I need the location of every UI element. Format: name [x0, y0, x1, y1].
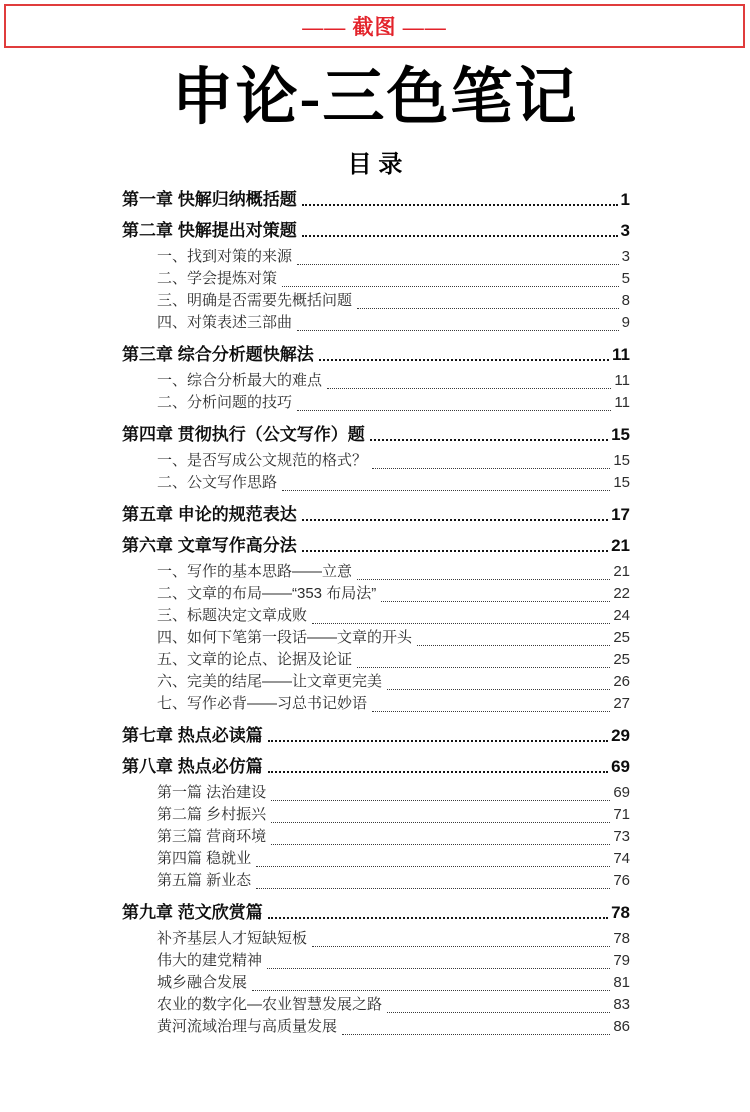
- toc-entry-page: 86: [613, 1018, 630, 1036]
- toc-entry-page: 1: [620, 190, 630, 210]
- toc-entry-page: 79: [613, 952, 630, 970]
- toc-entry-sub: [122, 994, 630, 1016]
- toc-entry-text: 伟大的建党精神: [157, 952, 263, 970]
- toc-entry-text: 二、文章的布局——“353 布局法”: [157, 585, 377, 603]
- dot-leader: [327, 388, 611, 389]
- toc-entry-text: 黄河流域治理与高质量发展: [157, 1018, 338, 1036]
- toc-entry-chapter: [122, 756, 630, 777]
- toc-entry-sub: [122, 649, 630, 671]
- toc-entry-chapter: [122, 902, 630, 923]
- toc-entry-text: 第二章 快解提出对策题: [122, 221, 297, 241]
- dot-leader: [252, 990, 610, 991]
- toc-entry-sub: [122, 804, 630, 826]
- toc-entry-page: 71: [613, 806, 630, 824]
- dot-leader: [387, 1012, 610, 1013]
- dot-leader: [372, 711, 610, 712]
- toc-entry-sub: [122, 782, 630, 804]
- toc-entry-sub: [122, 848, 630, 870]
- toc-entry-sub: [122, 671, 630, 693]
- toc-entry-sub: [122, 392, 630, 414]
- toc-entry-page: 21: [613, 563, 630, 581]
- toc-entry-text: 四、对策表述三部曲: [157, 314, 293, 332]
- dot-leader: [387, 689, 610, 690]
- dot-leader: [256, 888, 610, 889]
- toc-entry-page: 3: [620, 221, 630, 241]
- toc-entry-text: 二、分析问题的技巧: [157, 394, 293, 412]
- dot-leader: [372, 468, 610, 469]
- toc-entry-sub: [122, 268, 630, 290]
- screenshot-banner-label: —— 截图 ——: [302, 15, 447, 39]
- toc-entry-page: 78: [613, 930, 630, 948]
- dot-leader: [271, 822, 610, 823]
- toc-entry-text: 第九章 范文欣赏篇: [122, 903, 263, 923]
- toc-entry-sub: [122, 370, 630, 392]
- dot-leader: [297, 330, 619, 331]
- toc-entry-page: 78: [611, 903, 630, 923]
- dot-leader: [319, 359, 609, 361]
- toc-entry-page: 76: [613, 872, 630, 890]
- toc-entry-text: 二、学会提炼对策: [157, 270, 278, 288]
- toc-entry-page: 69: [613, 784, 630, 802]
- toc-entry-sub: [122, 693, 630, 715]
- toc-entry-text: 一、是否写成公文规范的格式？: [157, 452, 368, 470]
- toc-entry-page: 9: [621, 314, 630, 332]
- toc-entry-chapter: [122, 424, 630, 445]
- toc-entry-text: 第五篇 新业态: [157, 872, 252, 890]
- toc-entry-sub: [122, 1016, 630, 1038]
- toc-list: [122, 189, 630, 1038]
- toc-entry-page: 21: [611, 536, 630, 556]
- dot-leader: [370, 439, 608, 441]
- toc-entry-page: 25: [613, 651, 630, 669]
- toc-entry-chapter: [122, 535, 630, 556]
- toc-entry-sub: [122, 290, 630, 312]
- toc-entry-text: 补齐基层人才短缺短板: [157, 930, 308, 948]
- toc-entry-sub: [122, 826, 630, 848]
- toc-entry-chapter: [122, 220, 630, 241]
- toc-entry-text: 第六章 文章写作高分法: [122, 536, 297, 556]
- screenshot-banner-box: [4, 4, 745, 48]
- toc-entry-page: 3: [621, 248, 630, 266]
- toc-entry-text: 五、文章的论点、论据及论证: [157, 651, 353, 669]
- toc-entry-text: 第八章 热点必仿篇: [122, 757, 263, 777]
- toc-entry-page: 17: [611, 505, 630, 525]
- dot-leader: [357, 579, 610, 580]
- toc-entry-text: 三、标题决定文章成败: [157, 607, 308, 625]
- toc-entry-page: 25: [613, 629, 630, 647]
- toc-entry-page: 15: [613, 452, 630, 470]
- dot-leader: [268, 771, 608, 773]
- toc-entry-sub: [122, 605, 630, 627]
- toc-entry-sub: [122, 928, 630, 950]
- toc-entry-page: 11: [614, 394, 630, 412]
- toc-entry-text: 一、综合分析最大的难点: [157, 372, 323, 390]
- dot-leader: [381, 601, 610, 602]
- toc-heading: 目 录: [347, 151, 403, 179]
- toc-entry-text: 农业的数字化—农业智慧发展之路: [157, 996, 383, 1014]
- toc-entry-page: 26: [613, 673, 630, 691]
- toc-entry-text: 第三章 综合分析题快解法: [122, 345, 314, 365]
- toc-entry-sub: [122, 583, 630, 605]
- toc-entry-text: 三、明确是否需要先概括问题: [157, 292, 353, 310]
- dot-leader: [297, 410, 611, 411]
- toc-entry-page: 8: [621, 292, 630, 310]
- toc-entry-text: 一、找到对策的来源: [157, 248, 293, 266]
- toc-entry-page: 27: [613, 695, 630, 713]
- toc-entry-text: 第五章 申论的规范表达: [122, 505, 297, 525]
- toc-entry-text: 第四章 贯彻执行（公文写作）题: [122, 425, 365, 445]
- toc-entry-sub: [122, 450, 630, 472]
- toc-entry-text: 四、如何下笔第一段话——文章的开头: [157, 629, 413, 647]
- dot-leader: [417, 645, 610, 646]
- toc-entry-page: 11: [612, 345, 630, 365]
- dot-leader: [282, 490, 610, 491]
- toc-entry-page: 15: [611, 425, 630, 445]
- dot-leader: [302, 204, 618, 206]
- dot-leader: [342, 1034, 610, 1035]
- toc-entry-sub: [122, 627, 630, 649]
- toc-entry-page: 29: [611, 726, 630, 746]
- dot-leader: [312, 623, 610, 624]
- toc-entry-page: 69: [611, 757, 630, 777]
- dot-leader: [268, 740, 608, 742]
- toc-entry-chapter: [122, 725, 630, 746]
- toc-entry-sub: [122, 246, 630, 268]
- toc-entry-sub: [122, 312, 630, 334]
- toc-entry-text: 第一章 快解归纳概括题: [122, 190, 297, 210]
- toc-entry-chapter: [122, 189, 630, 210]
- toc-entry-sub: [122, 972, 630, 994]
- dot-leader: [357, 308, 619, 309]
- dot-leader: [297, 264, 619, 265]
- toc-entry-text: 第四篇 稳就业: [157, 850, 252, 868]
- toc-entry-sub: [122, 950, 630, 972]
- dot-leader: [271, 800, 610, 801]
- toc-entry-page: 15: [613, 474, 630, 492]
- toc-entry-text: 城乡融合发展: [157, 974, 248, 992]
- dot-leader: [312, 946, 610, 947]
- toc-entry-page: 83: [613, 996, 630, 1014]
- toc-entry-sub: [122, 870, 630, 892]
- dot-leader: [282, 286, 619, 287]
- toc-entry-chapter: [122, 504, 630, 525]
- toc-entry-page: 74: [613, 850, 630, 868]
- toc-entry-text: 二、公文写作思路: [157, 474, 278, 492]
- toc-entry-text: 七、写作必背——习总书记妙语: [157, 695, 368, 713]
- dot-leader: [256, 866, 610, 867]
- toc-entry-page: 11: [614, 372, 630, 390]
- toc-entry-page: 81: [613, 974, 630, 992]
- toc-entry-text: 第三篇 营商环境: [157, 828, 267, 846]
- toc-entry-page: 22: [613, 585, 630, 603]
- dot-leader: [271, 844, 610, 845]
- dot-leader: [357, 667, 610, 668]
- dot-leader: [267, 968, 610, 969]
- toc-entry-text: 一、写作的基本思路——立意: [157, 563, 353, 581]
- dot-leader: [268, 917, 608, 919]
- dot-leader: [302, 235, 618, 237]
- dot-leader: [302, 519, 608, 521]
- toc-entry-text: 第二篇 乡村振兴: [157, 806, 267, 824]
- toc-entry-page: 5: [621, 270, 630, 288]
- toc-entry-chapter: [122, 344, 630, 365]
- toc-entry-text: 第七章 热点必读篇: [122, 726, 263, 746]
- toc-entry-sub: [122, 472, 630, 494]
- toc-entry-sub: [122, 561, 630, 583]
- toc-entry-page: 24: [613, 607, 630, 625]
- page-title: 申论-三色笔记: [171, 64, 579, 132]
- toc-entry-text: 六、完美的结尾——让文章更完美: [157, 673, 383, 691]
- toc-entry-page: 73: [613, 828, 630, 846]
- dot-leader: [302, 550, 608, 552]
- toc-entry-text: 第一篇 法治建设: [157, 784, 267, 802]
